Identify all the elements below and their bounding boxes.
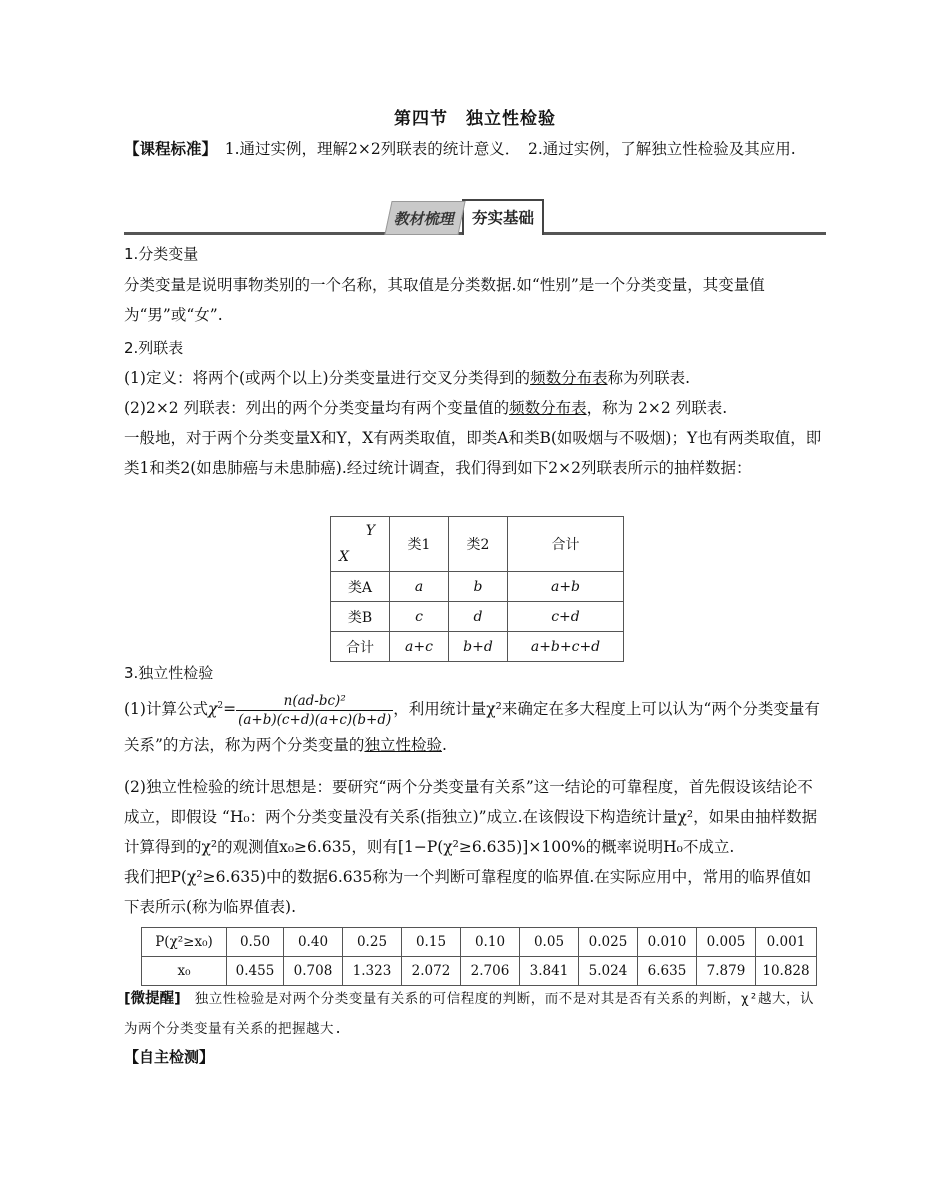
row-label: 合计: [331, 632, 390, 662]
critical-value-intro: 我们把P(χ²≥6.635)中的数据6.635称为一个判断可靠程度的临界值.在实际应用中，常用的临界值如下表所示(称为临界值表).: [124, 868, 812, 916]
cell: d: [473, 608, 483, 625]
definition-underline: 频数分布表: [530, 369, 608, 387]
course-standard: [124, 134, 826, 164]
banner-left: 教材梳理: [384, 201, 465, 235]
corner-x: X: [339, 549, 349, 565]
section-1-heading: 1.分类变量: [124, 245, 199, 263]
formula-paragraph: (1)计算公式$\chi^2=$ $\frac{\text{n(ad-bc)²}}{(a+b)(c+d)(a+c)(b+d)}$ ，利用统计量χ²来确定在多大程度上可以认为“两个分类变量有关系”的方法，称为两个分类变量的独立性检验.: [124, 692, 820, 754]
p-cell: 0.025: [579, 928, 638, 957]
definition-b: 称为列联表.: [607, 369, 691, 387]
formula-post: ，利用统计量χ²来确定在多大程度上可以认为“两个分类变量有关系”的方法，称为两个分类变量的: [124, 700, 820, 754]
definition: [124, 363, 826, 393]
x-cell: 7.879: [697, 957, 756, 986]
formula-underline: 独立性检验: [364, 735, 442, 754]
corner-cell: [331, 517, 390, 572]
p-cell: 0.50: [227, 928, 284, 957]
p-cell: 0.10: [461, 928, 520, 957]
test-idea: (2)独立性检验的统计思想是：要研究“两个分类变量有关系”这一结论的可靠程度，首先假设该结论不成立，即假设 “H₀：两个分类变量没有关系(指独立)”成立.在该假设下构造统计量χ²，如果由抽样数据计算得到的χ²的观测值x₀≥6.635，则有[1−P(χ²≥6.635)]×100%的概率说明H₀不成立.: [124, 778, 818, 856]
x-cell: 10.828: [756, 957, 817, 986]
cell: a+b+c+d: [530, 638, 601, 655]
contingency-table: [330, 516, 624, 662]
row-label: P(χ²≥x₀): [142, 928, 227, 957]
table-row: [331, 602, 624, 632]
x-cell: 1.323: [343, 957, 402, 986]
section-1-text: 分类变量是说明事物类别的一个名称，其取值是分类数据.如“性别”是一个分类变量，其变量值为“男”或“女”.: [124, 276, 765, 324]
corner-y: Y: [365, 523, 375, 539]
p-cell: 0.001: [756, 928, 817, 957]
chi-square-formula: [236, 692, 393, 729]
t22-a: (2)2×2 列联表：列出的两个分类变量均有两个变量值的: [124, 399, 510, 417]
header-cell: 合计: [508, 517, 624, 572]
critical-value-table: [141, 927, 817, 986]
table-row: [331, 572, 624, 602]
self-check-heading: 【自主检测】: [124, 1048, 215, 1066]
header-cell: 类1: [390, 517, 449, 572]
tip-text: 独立性检验是对两个分类变量有关系的可信程度的判断，而不是对其是否有关系的判断，χ²越大，认为两个分类变量有关系的把握越大.: [124, 991, 815, 1037]
p-cell: 0.15: [402, 928, 461, 957]
table-row: [331, 632, 624, 662]
x-cell: 5.024: [579, 957, 638, 986]
x-cell: 0.708: [284, 957, 343, 986]
cell: c: [415, 608, 423, 625]
cell: a+b: [550, 578, 581, 595]
formula-denominator: (a+b)(c+d)(a+c)(b+d): [238, 711, 392, 728]
formula-numerator: n(ad-bc)²: [236, 692, 393, 711]
row-label: 类B: [331, 602, 390, 632]
table-2x2-definition: [124, 393, 826, 423]
general-description: 一般地，对于两个分类变量X和Y，X有两类取值，即类A和类B(如吸烟与不吸烟)；Y也有两类取值，即类1和类2(如患肺癌与未患肺癌).经过统计调查，我们得到如下2×2列联表所示的抽样数据：: [124, 429, 822, 477]
cell: c+d: [551, 608, 580, 625]
cell: a: [414, 578, 424, 595]
tip-note: [124, 984, 826, 1044]
banner-right: 夯实基础: [462, 199, 544, 235]
p-cell: 0.40: [284, 928, 343, 957]
tip-tag: [微提醒]: [124, 991, 181, 1007]
section-2-heading: 2.列联表: [124, 339, 184, 357]
formula-end: .: [441, 735, 447, 754]
p-cell: 0.010: [638, 928, 697, 957]
definition-a: (1)定义：将两个(或两个以上)分类变量进行交叉分类得到的: [124, 369, 531, 387]
p-cell: 0.005: [697, 928, 756, 957]
standard-tag: 【课程标准】: [124, 140, 210, 158]
x-cell: 2.706: [461, 957, 520, 986]
section-3-heading: 3.独立性检验: [124, 664, 214, 682]
cell: a+c: [405, 638, 433, 655]
row-label: x₀: [142, 957, 227, 986]
table-row: [142, 928, 817, 957]
t22-b: ，称为 2×2 列联表.: [586, 399, 728, 417]
x-cell: 2.072: [402, 957, 461, 986]
cell: b: [473, 578, 483, 595]
table-row: [331, 517, 624, 572]
page-title: 第四节 独立性检验: [394, 109, 556, 129]
x-cell: 3.841: [520, 957, 579, 986]
section-banner: [388, 199, 544, 235]
p-cell: 0.05: [520, 928, 579, 957]
row-label: 类A: [331, 572, 390, 602]
formula-pre: (1)计算公式: [124, 700, 208, 719]
standard-text: 1.通过实例，理解2×2列联表的统计意义． 2.通过实例，了解独立性检验及其应用.: [209, 140, 796, 158]
t22-underline: 频数分布表: [509, 399, 587, 417]
x-cell: 0.455: [227, 957, 284, 986]
x-cell: 6.635: [638, 957, 697, 986]
header-cell: 类2: [449, 517, 508, 572]
p-cell: 0.25: [343, 928, 402, 957]
table-row: [142, 957, 817, 986]
cell: b+d: [463, 638, 493, 655]
